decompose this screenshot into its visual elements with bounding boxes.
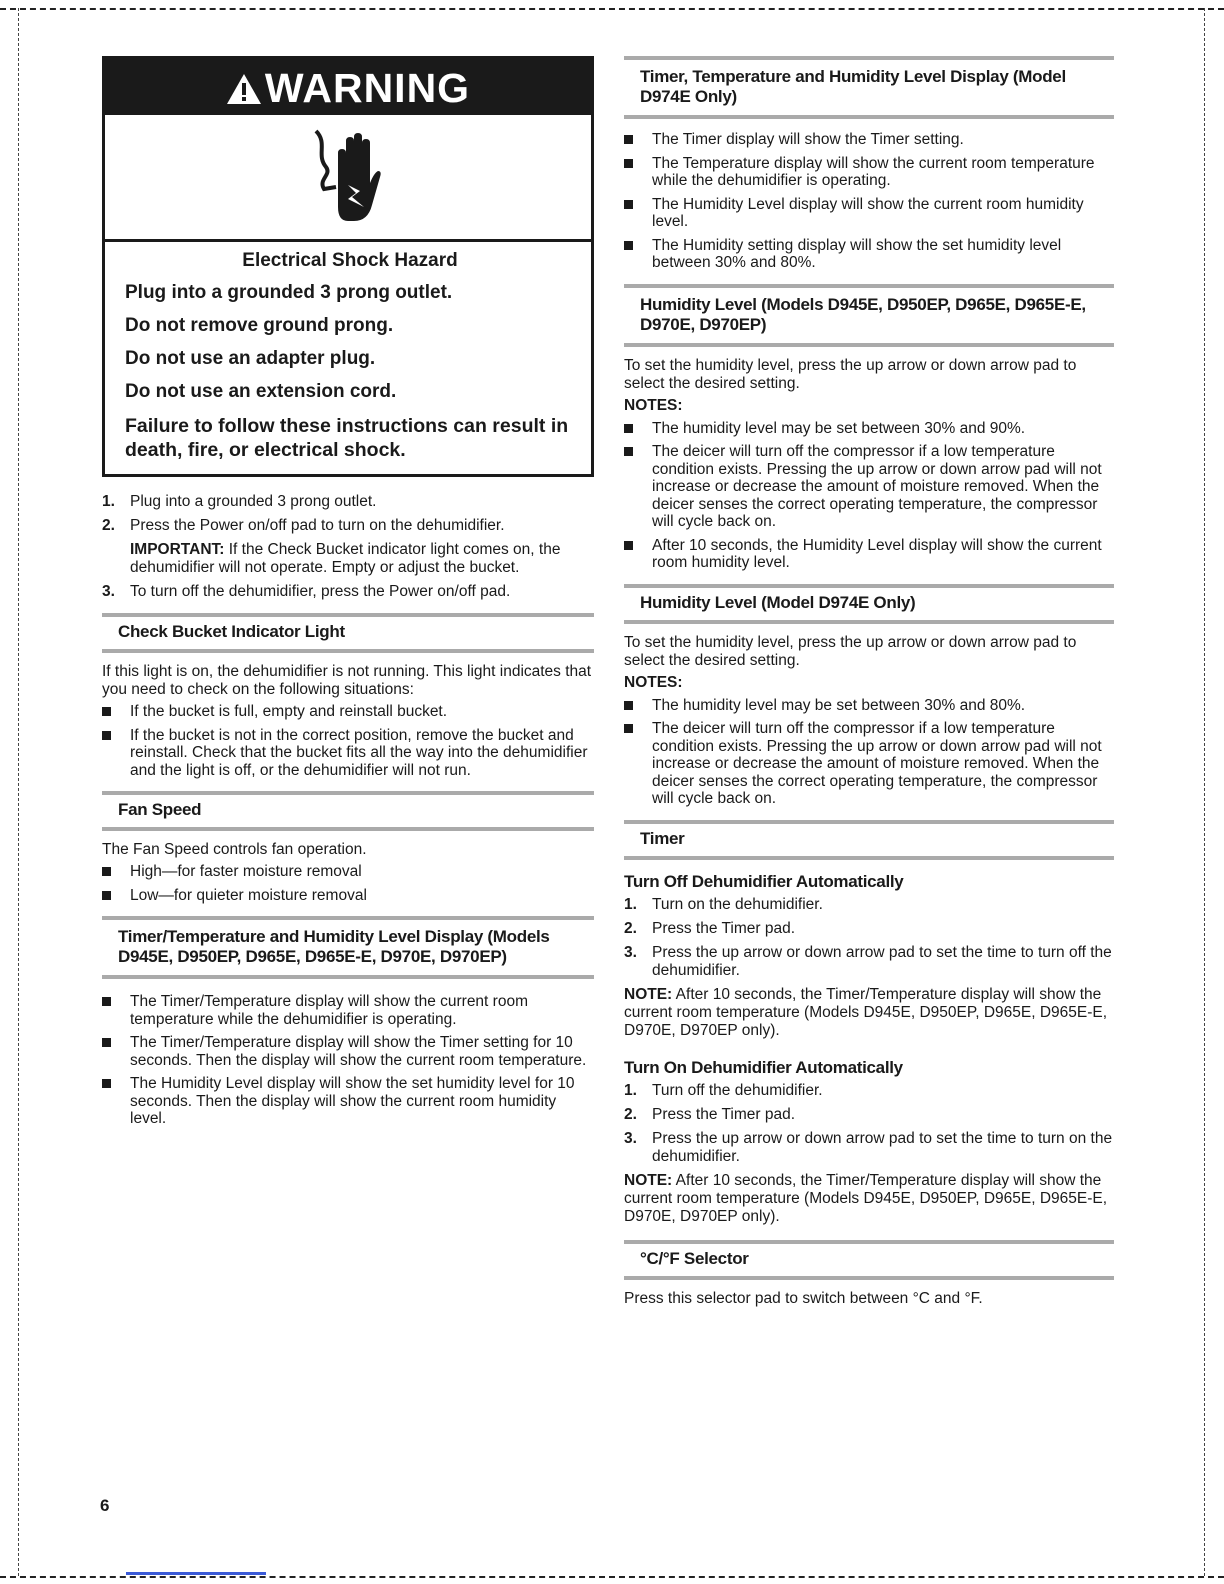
paragraph: To set the humidity level, press the up arrow or down arrow pad to select the desired setting.	[624, 633, 1077, 669]
list-item	[102, 703, 594, 721]
note-paragraph	[624, 986, 1114, 1040]
bullet-text: The Temperature display will show the current room temperature while the dehumidifier is operating.	[652, 154, 1095, 189]
timer-on-steps	[624, 1082, 1114, 1166]
bullet-icon	[624, 200, 633, 209]
bullet-text: If the bucket is full, empty and reinstall bucket.	[130, 703, 448, 720]
list-item	[624, 155, 1114, 190]
list-item	[624, 720, 1114, 808]
bullet-text: The Humidity setting display will show the set humidity level between 30% and 80%.	[652, 236, 1062, 271]
list-item	[624, 196, 1114, 231]
warning-pictogram	[105, 115, 591, 242]
cut-line-top	[0, 8, 1224, 10]
note-text: After 10 seconds, the Timer/Temperature display will show the current room temperature (Models D945E, D950EP, D965E, D965E-E, D970E, D970EP only).	[624, 1171, 1108, 1225]
bullet-icon	[624, 159, 633, 168]
bullet-list	[624, 420, 1114, 572]
warning-body	[105, 242, 591, 474]
list-item	[102, 863, 594, 881]
paragraph: The Fan Speed controls fan operation.	[102, 841, 367, 858]
power-steps	[102, 493, 594, 601]
step-number: 2.	[624, 919, 637, 937]
list-item	[102, 993, 594, 1028]
list-item	[624, 420, 1114, 438]
bullet-list	[102, 703, 594, 779]
bullet-text: High—for faster moisture removal	[130, 863, 362, 880]
section-heading: Humidity Level (Model D974E Only)	[624, 584, 1114, 624]
step-number: 3.	[624, 943, 637, 961]
warning-line: Do not use an extension cord.	[125, 381, 397, 402]
step-number: 3.	[102, 583, 115, 600]
step-number: 2.	[102, 517, 115, 534]
notes-label: NOTES:	[624, 673, 683, 691]
paragraph: Press this selector pad to switch between °C and °F.	[624, 1289, 983, 1307]
bullet-text: The Humidity Level display will show the set humidity level for 10 seconds. Then the display will show the current room humidity level.	[130, 1075, 575, 1127]
timer-off-steps	[624, 896, 1114, 980]
bullet-icon	[102, 1079, 111, 1088]
step-text: Press the up arrow or down arrow pad to set the time to turn off the dehumidifier.	[652, 943, 1112, 979]
list-item	[102, 583, 594, 601]
warning-line: Do not remove ground prong.	[125, 315, 394, 336]
step-number: 3.	[624, 1129, 637, 1147]
bullet-icon	[624, 424, 633, 433]
warning-line: Failure to follow these instructions can result in death, fire, or electrical shock.	[125, 415, 569, 461]
bullet-icon	[624, 541, 633, 550]
note-label: NOTE:	[624, 1171, 673, 1189]
list-item	[102, 517, 594, 577]
bullet-text: The Timer display will show the Timer setting.	[652, 131, 964, 148]
warning-triangle-icon	[226, 73, 262, 105]
hazard-title: Electrical Shock Hazard	[242, 250, 458, 271]
step-text: Press the Timer pad.	[652, 1105, 796, 1123]
note-paragraph	[624, 1172, 1114, 1226]
important-note	[130, 541, 594, 577]
step-text: To turn off the dehumidifier, press the Power on/off pad.	[130, 583, 511, 600]
step-text: Press the up arrow or down arrow pad to set the time to turn on the dehumidifier.	[652, 1129, 1113, 1165]
bullet-text: After 10 seconds, the Humidity Level display will show the current room humidity level.	[652, 536, 1102, 571]
list-item	[624, 697, 1114, 715]
section-heading: Check Bucket Indicator Light	[102, 613, 594, 653]
section-heading: Timer/Temperature and Humidity Level Display (Models D945E, D950EP, D965E, D965E-E, D970E, D970EP)	[102, 916, 594, 979]
list-item	[624, 443, 1114, 531]
bullet-icon	[102, 891, 111, 900]
step-text: Turn on the dehumidifier.	[652, 895, 823, 913]
bullet-list	[624, 131, 1114, 272]
bullet-text: The deicer will turn off the compressor if a low temperature condition exists. Pressing the up arrow or down arrow pad will not increase or decrease the amount of moisture removed. When the deicer senses the correct operating temperature, the compressor will cycle back on.	[652, 720, 1102, 807]
list-item	[624, 131, 1114, 149]
step-number: 2.	[624, 1105, 637, 1123]
bullet-text: The Humidity Level display will show the current room humidity level.	[652, 195, 1084, 230]
bullet-icon	[102, 707, 111, 716]
step-number: 1.	[624, 1081, 637, 1099]
bullet-list	[624, 697, 1114, 808]
step-text: Turn off the dehumidifier.	[652, 1081, 823, 1099]
note-text: After 10 seconds, the Timer/Temperature display will show the current room temperature (Models D945E, D950EP, D965E, D965E-E, D970E, D970EP only).	[624, 985, 1108, 1039]
warning-line: Plug into a grounded 3 prong outlet.	[125, 282, 453, 303]
list-item	[624, 944, 1114, 980]
notes-label: NOTES:	[624, 396, 683, 414]
list-item	[624, 896, 1114, 914]
paragraph: To set the humidity level, press the up arrow or down arrow pad to select the desired setting.	[624, 356, 1077, 392]
left-column	[102, 56, 594, 1134]
list-item	[624, 537, 1114, 572]
warning-line: Do not use an adapter plug.	[125, 348, 376, 369]
electric-shock-hand-icon	[308, 127, 388, 227]
note-label: NOTE:	[624, 985, 673, 1003]
bullet-icon	[624, 701, 633, 710]
important-text: If the Check Bucket indicator light comes on, the dehumidifier will not operate. Empty or adjust the bucket.	[130, 541, 561, 576]
warning-title: WARNING	[264, 65, 471, 111]
list-item	[624, 1082, 1114, 1100]
scan-mark	[126, 1572, 266, 1575]
list-item	[624, 1130, 1114, 1166]
warning-header	[105, 59, 591, 115]
list-item	[624, 237, 1114, 272]
step-text: Press the Timer pad.	[652, 919, 796, 937]
bullet-icon	[102, 997, 111, 1006]
cut-line-left	[18, 8, 19, 1576]
bullet-text: If the bucket is not in the correct position, remove the bucket and reinstall. Check that the bucket fits all the way into the dehumidifier and the light is off, or the dehumidifier will not run.	[130, 726, 588, 779]
section-heading: Timer, Temperature and Humidity Level Display (Model D974E Only)	[624, 56, 1114, 119]
section-heading: Humidity Level (Models D945E, D950EP, D965E, D965E-E, D970E, D970EP)	[624, 284, 1114, 347]
warning-box	[102, 56, 594, 477]
step-text: Press the Power on/off pad to turn on the dehumidifier.	[130, 517, 505, 534]
paragraph: If this light is on, the dehumidifier is not running. This light indicates that you need to check on the following situations:	[102, 663, 592, 698]
list-item	[624, 1106, 1114, 1124]
step-number: 1.	[102, 493, 115, 510]
bullet-text: The deicer will turn off the compressor if a low temperature condition exists. Pressing the up arrow or down arrow pad will not increase or decrease the amount of moisture removed. When the deicer senses the correct operating temperature, the compressor will cycle back on.	[652, 443, 1102, 530]
bullet-icon	[624, 135, 633, 144]
cut-line-right	[1204, 8, 1205, 1576]
bullet-text: The humidity level may be set between 30% and 90%.	[652, 419, 1026, 437]
important-label: IMPORTANT:	[130, 541, 225, 558]
section-heading: °C/°F Selector	[624, 1240, 1114, 1280]
bullet-text: The Timer/Temperature display will show the current room temperature while the dehumidifier is operating.	[130, 993, 528, 1028]
list-item	[102, 887, 594, 905]
step-text: Plug into a grounded 3 prong outlet.	[130, 493, 377, 510]
bullet-list	[102, 993, 594, 1128]
list-item	[102, 727, 594, 780]
right-column	[624, 56, 1114, 1312]
bullet-text: The humidity level may be set between 30% and 80%.	[652, 696, 1026, 714]
bullet-icon	[102, 1038, 111, 1047]
bullet-text: The Timer/Temperature display will show the Timer setting for 10 seconds. Then the display will show the current room temperature.	[130, 1034, 587, 1069]
bullet-icon	[624, 447, 633, 456]
page-number: 6	[100, 1496, 110, 1515]
list-item	[624, 920, 1114, 938]
subsection-heading: Turn On Dehumidifier Automatically	[624, 1057, 903, 1077]
bullet-icon	[624, 724, 633, 733]
bullet-icon	[102, 867, 111, 876]
step-number: 1.	[624, 895, 637, 913]
list-item	[102, 1075, 594, 1128]
list-item	[102, 1034, 594, 1069]
bullet-icon	[102, 731, 111, 740]
section-heading: Timer	[624, 820, 1114, 860]
bullet-list	[102, 863, 594, 904]
cut-line-bottom	[0, 1576, 1224, 1578]
bullet-icon	[624, 241, 633, 250]
bullet-text: Low—for quieter moisture removal	[130, 886, 367, 904]
subsection-heading: Turn Off Dehumidifier Automatically	[624, 871, 904, 891]
section-heading: Fan Speed	[102, 791, 594, 831]
list-item	[102, 493, 594, 511]
